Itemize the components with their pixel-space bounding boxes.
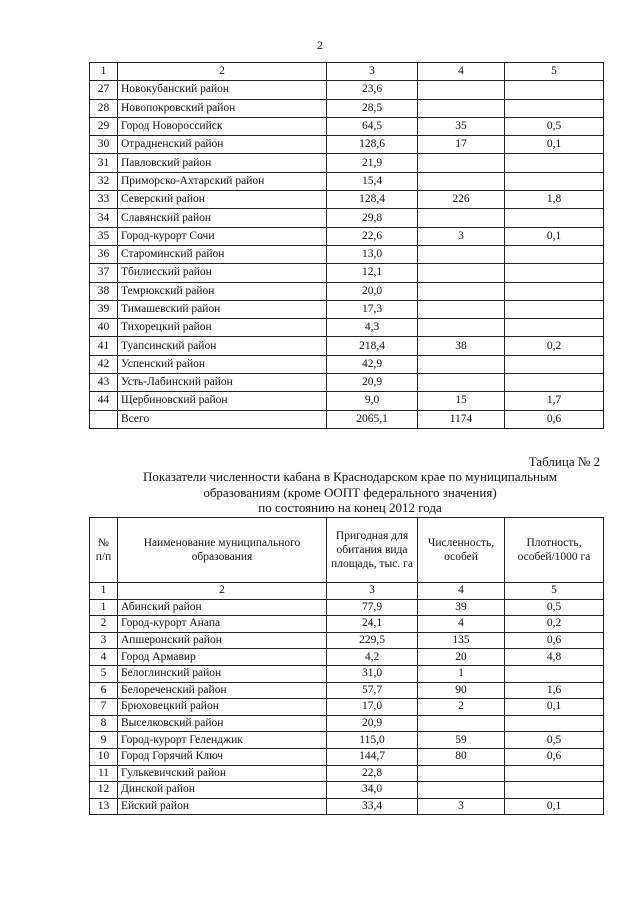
cell-area: 218,4 bbox=[327, 337, 418, 355]
cell-name: Гулькевичский район bbox=[118, 765, 327, 782]
cell-area: 22,8 bbox=[327, 765, 418, 782]
cell-density: 0,6 bbox=[505, 748, 604, 765]
cell-name: Тбилисский район bbox=[118, 264, 327, 282]
cell-area: 77,9 bbox=[327, 599, 418, 616]
cell-count bbox=[418, 319, 505, 337]
cell-area: 9,0 bbox=[327, 392, 418, 410]
cell-density bbox=[505, 715, 604, 732]
cell-count: 1174 bbox=[418, 410, 505, 428]
cell-name: Северский район bbox=[118, 191, 327, 209]
cell-number: 3 bbox=[90, 632, 118, 649]
cell-number: 40 bbox=[90, 319, 118, 337]
cell-density: 5 bbox=[505, 583, 604, 600]
cell-count: 17 bbox=[418, 136, 505, 154]
cell-count: 38 bbox=[418, 337, 505, 355]
table-row bbox=[90, 599, 604, 616]
cell-density bbox=[505, 300, 604, 318]
cell-area: 23,6 bbox=[327, 81, 418, 99]
cell-name: Город Армавир bbox=[118, 649, 327, 666]
cell-density bbox=[505, 264, 604, 282]
cell-density bbox=[505, 81, 604, 99]
cell-name: Староминский район bbox=[118, 245, 327, 263]
table-row bbox=[90, 117, 604, 135]
table-row bbox=[90, 300, 604, 318]
cell-name: Павловский район bbox=[118, 154, 327, 172]
cell-number: 2 bbox=[90, 616, 118, 633]
cell-area: 31,0 bbox=[327, 665, 418, 682]
cell-number: 7 bbox=[90, 699, 118, 716]
cell-number: 11 bbox=[90, 765, 118, 782]
cell-density bbox=[505, 172, 604, 190]
table-row bbox=[90, 715, 604, 732]
cell-number: 1 bbox=[90, 599, 118, 616]
table-row bbox=[90, 81, 604, 99]
cell-density bbox=[505, 355, 604, 373]
cell-density: 1,7 bbox=[505, 392, 604, 410]
cell-count: 59 bbox=[418, 732, 505, 749]
table-row bbox=[90, 337, 604, 355]
table-row bbox=[90, 99, 604, 117]
cell-density: 1,6 bbox=[505, 682, 604, 699]
cell-count bbox=[418, 765, 505, 782]
cell-count: 80 bbox=[418, 748, 505, 765]
cell-area: 128,4 bbox=[327, 191, 418, 209]
cell-density: 0,1 bbox=[505, 227, 604, 245]
cell-area: 144,7 bbox=[327, 748, 418, 765]
cell-count bbox=[418, 172, 505, 190]
cell-density: 0,1 bbox=[505, 136, 604, 154]
cell-number: 1 bbox=[90, 63, 118, 81]
table2-title bbox=[100, 469, 600, 516]
cell-area: 17,3 bbox=[327, 300, 418, 318]
cell-name: Брюховецкий район bbox=[118, 699, 327, 716]
cell-number: 1 bbox=[90, 583, 118, 600]
col-header-name: Наименование муниципального образования bbox=[118, 518, 327, 583]
cell-name: Белореченский район bbox=[118, 682, 327, 699]
cell-name: Город Горячий Ключ bbox=[118, 748, 327, 765]
cell-area: 29,8 bbox=[327, 209, 418, 227]
cell-number: 6 bbox=[90, 682, 118, 699]
cell-density bbox=[505, 282, 604, 300]
cell-count: 4 bbox=[418, 63, 505, 81]
table-row bbox=[90, 392, 604, 410]
cell-count: 2 bbox=[418, 699, 505, 716]
cell-count: 90 bbox=[418, 682, 505, 699]
table-row bbox=[90, 649, 604, 666]
cell-area: 20,0 bbox=[327, 282, 418, 300]
table-row bbox=[90, 374, 604, 392]
cell-name: 2 bbox=[118, 583, 327, 600]
cell-area: 15,4 bbox=[327, 172, 418, 190]
cell-density: 0,2 bbox=[505, 616, 604, 633]
col-header-density: Плотность, особей/1000 га bbox=[505, 518, 604, 583]
cell-count: 226 bbox=[418, 191, 505, 209]
cell-area: 20,9 bbox=[327, 374, 418, 392]
cell-number: 41 bbox=[90, 337, 118, 355]
table-row bbox=[90, 682, 604, 699]
cell-name: Приморско-Ахтарский район bbox=[118, 172, 327, 190]
cell-name: Успенский район bbox=[118, 355, 327, 373]
table-row bbox=[90, 154, 604, 172]
cell-area: 3 bbox=[327, 63, 418, 81]
cell-area: 115,0 bbox=[327, 732, 418, 749]
cell-name: Щербиновский район bbox=[118, 392, 327, 410]
cell-number: 34 bbox=[90, 209, 118, 227]
cell-area: 128,6 bbox=[327, 136, 418, 154]
cell-area: 42,9 bbox=[327, 355, 418, 373]
table2-title-line2: образованиям (кроме ООПТ федерального значения) bbox=[203, 484, 497, 500]
cell-number: 33 bbox=[90, 191, 118, 209]
cell-density: 1,8 bbox=[505, 191, 604, 209]
table-row bbox=[90, 782, 604, 799]
cell-count: 4 bbox=[418, 616, 505, 633]
cell-name: Славянский район bbox=[118, 209, 327, 227]
cell-density bbox=[505, 765, 604, 782]
table-row bbox=[90, 245, 604, 263]
table2-title-line1: Показатели численности кабана в Краснодарском крае по муниципальным bbox=[143, 469, 557, 484]
cell-count bbox=[418, 374, 505, 392]
cell-number: 27 bbox=[90, 81, 118, 99]
cell-name: Белоглинский район bbox=[118, 665, 327, 682]
cell-number bbox=[90, 410, 118, 428]
table-boar-population bbox=[89, 517, 604, 815]
cell-name: 2 bbox=[118, 63, 327, 81]
table-row bbox=[90, 765, 604, 782]
table-row bbox=[90, 410, 604, 428]
cell-density: 0,5 bbox=[505, 599, 604, 616]
cell-area: 21,9 bbox=[327, 154, 418, 172]
cell-area: 4,2 bbox=[327, 649, 418, 666]
table-row bbox=[90, 264, 604, 282]
cell-area: 3 bbox=[327, 583, 418, 600]
table-row bbox=[90, 798, 604, 815]
cell-density bbox=[505, 782, 604, 799]
cell-density: 0,1 bbox=[505, 798, 604, 815]
cell-name: Всего bbox=[118, 410, 327, 428]
cell-area: 229,5 bbox=[327, 632, 418, 649]
cell-number: 43 bbox=[90, 374, 118, 392]
cell-area: 2065,1 bbox=[327, 410, 418, 428]
cell-area: 12,1 bbox=[327, 264, 418, 282]
cell-area: 34,0 bbox=[327, 782, 418, 799]
cell-density: 4,8 bbox=[505, 649, 604, 666]
table1-number-row bbox=[90, 63, 604, 81]
cell-count bbox=[418, 355, 505, 373]
table-row bbox=[90, 699, 604, 716]
cell-number: 29 bbox=[90, 117, 118, 135]
cell-number: 10 bbox=[90, 748, 118, 765]
cell-number: 12 bbox=[90, 782, 118, 799]
table-row bbox=[90, 748, 604, 765]
cell-number: 35 bbox=[90, 227, 118, 245]
cell-density bbox=[505, 245, 604, 263]
cell-count bbox=[418, 154, 505, 172]
cell-name: Тихорецкий район bbox=[118, 319, 327, 337]
cell-name: Апшеронский район bbox=[118, 632, 327, 649]
cell-area: 4,3 bbox=[327, 319, 418, 337]
cell-density: 0,5 bbox=[505, 117, 604, 135]
col-header-number: № п/п bbox=[90, 518, 118, 583]
cell-count bbox=[418, 264, 505, 282]
cell-number: 4 bbox=[90, 649, 118, 666]
cell-number: 28 bbox=[90, 99, 118, 117]
page-number: 2 bbox=[317, 38, 323, 52]
cell-number: 38 bbox=[90, 282, 118, 300]
table2-header-row bbox=[90, 518, 604, 583]
table-row bbox=[90, 136, 604, 154]
table-continuation bbox=[89, 62, 604, 429]
cell-name: Новопокровский район bbox=[118, 99, 327, 117]
cell-count bbox=[418, 209, 505, 227]
cell-count bbox=[418, 81, 505, 99]
cell-name: Отрадненский район bbox=[118, 136, 327, 154]
cell-name: Ейский район bbox=[118, 798, 327, 815]
table2-label: Таблица № 2 bbox=[528, 454, 600, 469]
cell-area: 20,9 bbox=[327, 715, 418, 732]
cell-count bbox=[418, 300, 505, 318]
cell-area: 17,0 bbox=[327, 699, 418, 716]
cell-count: 135 bbox=[418, 632, 505, 649]
cell-count: 3 bbox=[418, 227, 505, 245]
cell-number: 5 bbox=[90, 665, 118, 682]
cell-count: 3 bbox=[418, 798, 505, 815]
cell-name: Тимашевский район bbox=[118, 300, 327, 318]
cell-number: 32 bbox=[90, 172, 118, 190]
cell-number: 31 bbox=[90, 154, 118, 172]
cell-name: Усть-Лабинский район bbox=[118, 374, 327, 392]
cell-density: 0,6 bbox=[505, 632, 604, 649]
cell-count: 1 bbox=[418, 665, 505, 682]
table2-number-row bbox=[90, 583, 604, 600]
cell-name: Город-курорт Анапа bbox=[118, 616, 327, 633]
cell-name: Туапсинский район bbox=[118, 337, 327, 355]
cell-name: Абинский район bbox=[118, 599, 327, 616]
cell-density: 5 bbox=[505, 63, 604, 81]
cell-number: 8 bbox=[90, 715, 118, 732]
table-row bbox=[90, 665, 604, 682]
cell-area: 28,5 bbox=[327, 99, 418, 117]
cell-count bbox=[418, 99, 505, 117]
col-header-count: Численность, особей bbox=[418, 518, 505, 583]
cell-density bbox=[505, 209, 604, 227]
cell-number: 30 bbox=[90, 136, 118, 154]
cell-count: 39 bbox=[418, 599, 505, 616]
cell-area: 64,5 bbox=[327, 117, 418, 135]
cell-density: 0,6 bbox=[505, 410, 604, 428]
cell-count bbox=[418, 715, 505, 732]
cell-density bbox=[505, 99, 604, 117]
cell-name: Выселковский район bbox=[118, 715, 327, 732]
cell-count: 35 bbox=[418, 117, 505, 135]
cell-count bbox=[418, 245, 505, 263]
table2-title-line3: по состоянию на конец 2012 года bbox=[258, 500, 442, 515]
cell-number: 37 bbox=[90, 264, 118, 282]
table-row bbox=[90, 319, 604, 337]
table-row bbox=[90, 355, 604, 373]
cell-name: Динской район bbox=[118, 782, 327, 799]
cell-density: 0,1 bbox=[505, 699, 604, 716]
table-row bbox=[90, 209, 604, 227]
cell-area: 24,1 bbox=[327, 616, 418, 633]
cell-number: 9 bbox=[90, 732, 118, 749]
cell-name: Темрюкский район bbox=[118, 282, 327, 300]
table-row bbox=[90, 732, 604, 749]
table-row bbox=[90, 282, 604, 300]
cell-name: Город-курорт Сочи bbox=[118, 227, 327, 245]
cell-count: 4 bbox=[418, 583, 505, 600]
cell-number: 13 bbox=[90, 798, 118, 815]
table-row bbox=[90, 227, 604, 245]
cell-number: 44 bbox=[90, 392, 118, 410]
cell-density bbox=[505, 154, 604, 172]
cell-name: Новокубанский район bbox=[118, 81, 327, 99]
cell-area: 33,4 bbox=[327, 798, 418, 815]
cell-number: 39 bbox=[90, 300, 118, 318]
table-row bbox=[90, 172, 604, 190]
table-row bbox=[90, 191, 604, 209]
cell-density: 0,2 bbox=[505, 337, 604, 355]
cell-area: 57,7 bbox=[327, 682, 418, 699]
table-row bbox=[90, 616, 604, 633]
cell-count: 20 bbox=[418, 649, 505, 666]
cell-count bbox=[418, 782, 505, 799]
cell-number: 42 bbox=[90, 355, 118, 373]
cell-count bbox=[418, 282, 505, 300]
table-row bbox=[90, 632, 604, 649]
col-header-area: Пригодная для обитания вида площадь, тыс. га bbox=[327, 518, 418, 583]
cell-density: 0,5 bbox=[505, 732, 604, 749]
cell-name: Город-курорт Геленджик bbox=[118, 732, 327, 749]
cell-count: 15 bbox=[418, 392, 505, 410]
cell-density bbox=[505, 319, 604, 337]
cell-area: 13,0 bbox=[327, 245, 418, 263]
cell-density bbox=[505, 665, 604, 682]
cell-number: 36 bbox=[90, 245, 118, 263]
cell-area: 22,6 bbox=[327, 227, 418, 245]
cell-name: Город Новороссийск bbox=[118, 117, 327, 135]
cell-density bbox=[505, 374, 604, 392]
